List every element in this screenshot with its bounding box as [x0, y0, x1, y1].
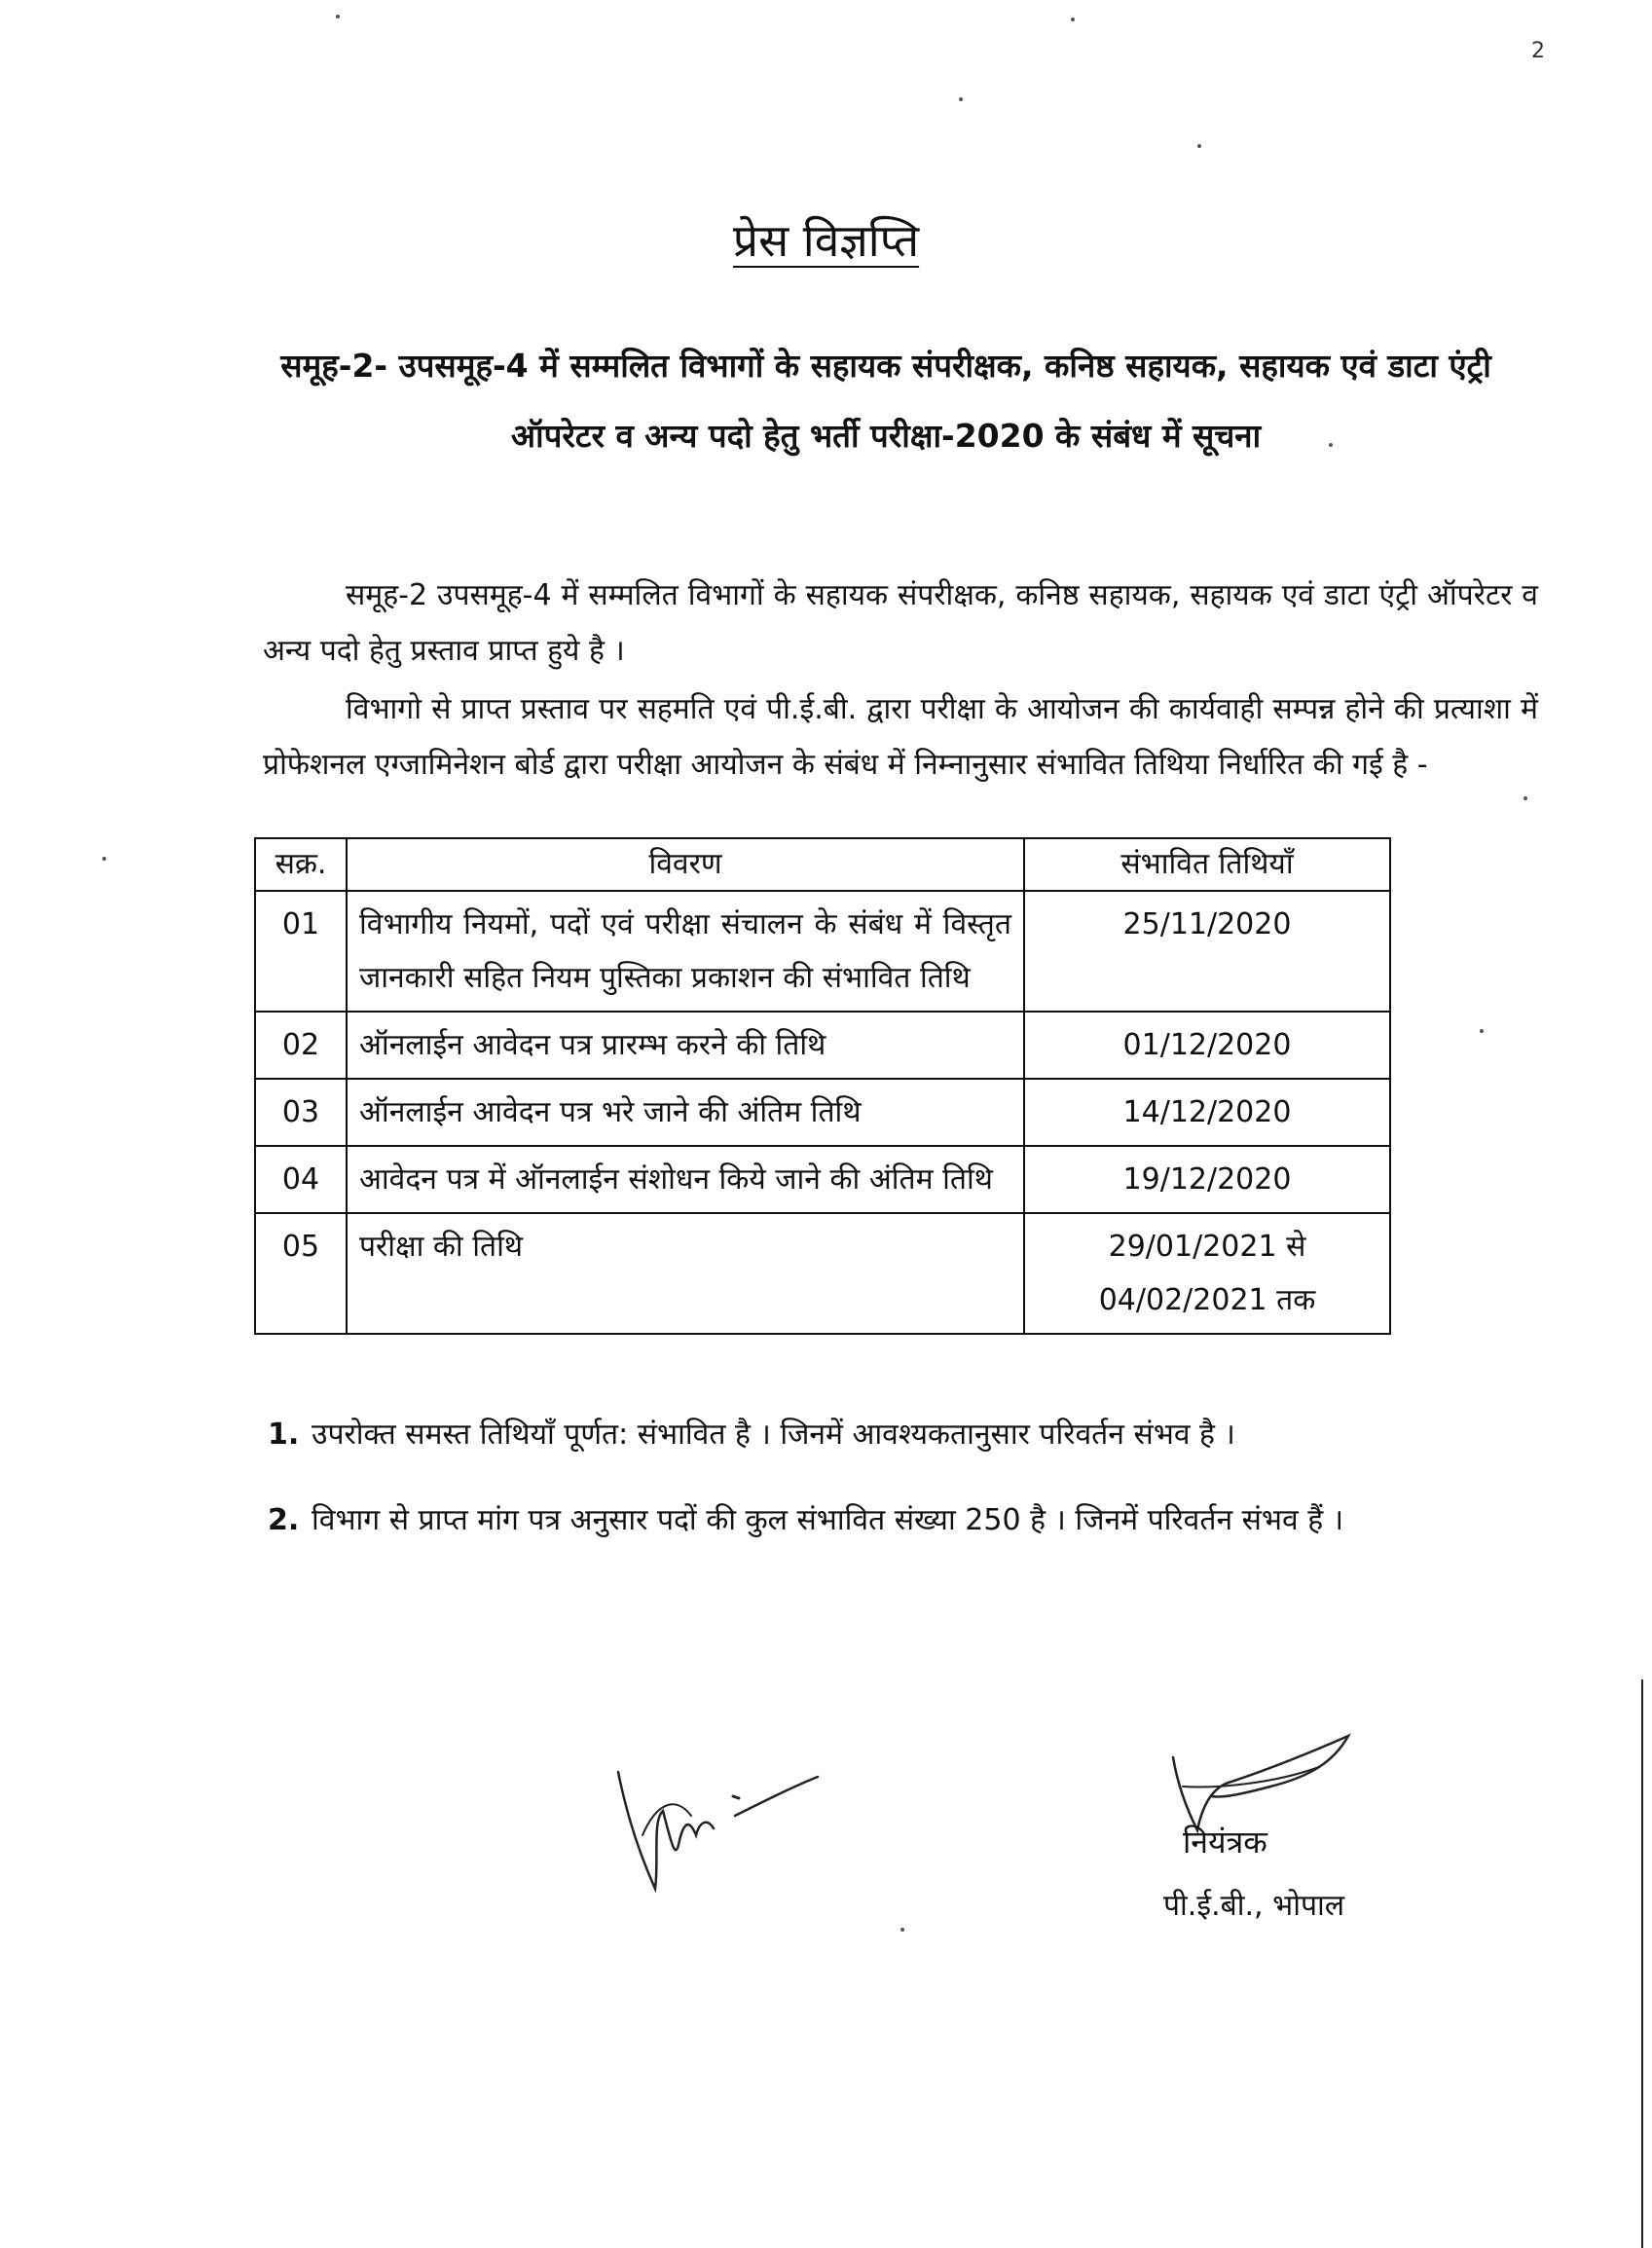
table-row — [255, 1146, 1390, 1213]
scan-speck — [900, 1928, 904, 1932]
row-date-end: 04/02/2021 तक — [1098, 1283, 1316, 1317]
row-serial: 05 — [255, 1213, 347, 1334]
scan-speck — [336, 15, 340, 18]
row-date — [1024, 1213, 1390, 1334]
note-number: 1. — [268, 1418, 300, 1452]
table-header-row — [255, 838, 1390, 891]
row-description: ऑनलाईन आवेदन पत्र भरे जाने की अंतिम तिथि — [347, 1079, 1024, 1146]
row-date: 01/12/2020 — [1024, 1012, 1390, 1079]
scan-edge-line — [1641, 1679, 1643, 2248]
scan-speck — [959, 97, 963, 101]
schedule-table — [254, 837, 1391, 1335]
note-text: विभाग से प्राप्त मांग पत्र अनुसार पदों की कुल संभावित संख्या 250 है । जिनमें परिवर्तन संभव हैं । — [312, 1503, 1344, 1537]
row-serial: 04 — [255, 1146, 347, 1213]
scan-speck — [102, 857, 106, 861]
row-description: ऑनलाईन आवेदन पत्र प्रारम्भ करने की तिथि — [347, 1012, 1024, 1079]
paragraph-2: विभागो से प्राप्त प्रस्ताव पर सहमति एवं पी.ई.बी. द्वारा परीक्षा के आयोजन की कार्यवाही सम्पन्न होने की प्रत्याशा में प्रोफेशनल एग्जामिनेशन बोर्ड द्वारा परीक्षा आयोजन के संबंध में निम्नानुसार संभावित तिथिया निर्धारित की गई है - — [263, 692, 1538, 782]
list-item — [268, 1407, 1543, 1463]
table-row — [255, 1012, 1390, 1079]
scan-speck — [1329, 443, 1333, 447]
note-number: 2. — [268, 1503, 300, 1537]
signatory-designation: नियंत्रक — [1183, 1824, 1267, 1861]
subject-heading: समूह-2- उपसमूह-4 में सम्मलित विभागों के सहायक संपरीक्षक, कनिष्ठ सहायक, सहायक एवं डाटा एंट्री ऑपरेटर व अन्य पदो हेतु भर्ती परीक्षा-2020 के संबंध में सूचना — [280, 347, 1491, 455]
header-description: विवरण — [347, 838, 1024, 891]
row-date-start: 29/01/2021 से — [1108, 1230, 1306, 1264]
scan-speck — [1524, 796, 1527, 800]
header-serial: सक्र. — [255, 838, 347, 891]
initials-signature — [599, 1743, 823, 1918]
row-serial: 03 — [255, 1079, 347, 1146]
note-text: उपरोक्त समस्त तिथियाँ पूर्णत: संभावित है । जिनमें आवश्यकतानुसार परिवर्तन संभव है । — [312, 1418, 1235, 1452]
signatory-office: पी.ई.बी., भोपाल — [1163, 1889, 1345, 1923]
row-serial: 01 — [255, 891, 347, 1012]
scan-speck — [1480, 1029, 1484, 1033]
row-description: परीक्षा की तिथि — [347, 1213, 1024, 1334]
row-date: 14/12/2020 — [1024, 1079, 1390, 1146]
row-date: 25/11/2020 — [1024, 891, 1390, 1012]
row-description: विभागीय नियमों, पदों एवं परीक्षा संचालन के संबंध में विस्तृत जानकारी सहित नियम पुस्तिका प्रकाशन की संभावित तिथि — [347, 891, 1024, 1012]
table-row — [255, 1079, 1390, 1146]
document-title: प्रेस विज्ञप्ति — [732, 214, 920, 267]
paragraph-1: समूह-2 उपसमूह-4 में सम्मलित विभागों के सहायक संपरीक्षक, कनिष्ठ सहायक, सहायक एवं डाटा एंट्री ऑपरेटर व अन्य पदो हेतु प्रस्ताव प्राप्त हुये है । — [263, 578, 1538, 668]
header-dates: संभावित तिथियाँ — [1024, 838, 1390, 891]
list-item — [268, 1493, 1543, 1549]
scan-speck — [1071, 18, 1075, 21]
scan-speck — [1197, 144, 1201, 148]
table-row — [255, 1213, 1390, 1334]
row-date: 19/12/2020 — [1024, 1146, 1390, 1213]
page-mark: 2 — [1531, 39, 1545, 63]
row-description: आवेदन पत्र में ऑनलाईन संशोधन किये जाने की अंतिम तिथि — [347, 1146, 1024, 1213]
notes-list — [268, 1407, 1543, 1578]
row-serial: 02 — [255, 1012, 347, 1079]
table-row — [255, 891, 1390, 1012]
